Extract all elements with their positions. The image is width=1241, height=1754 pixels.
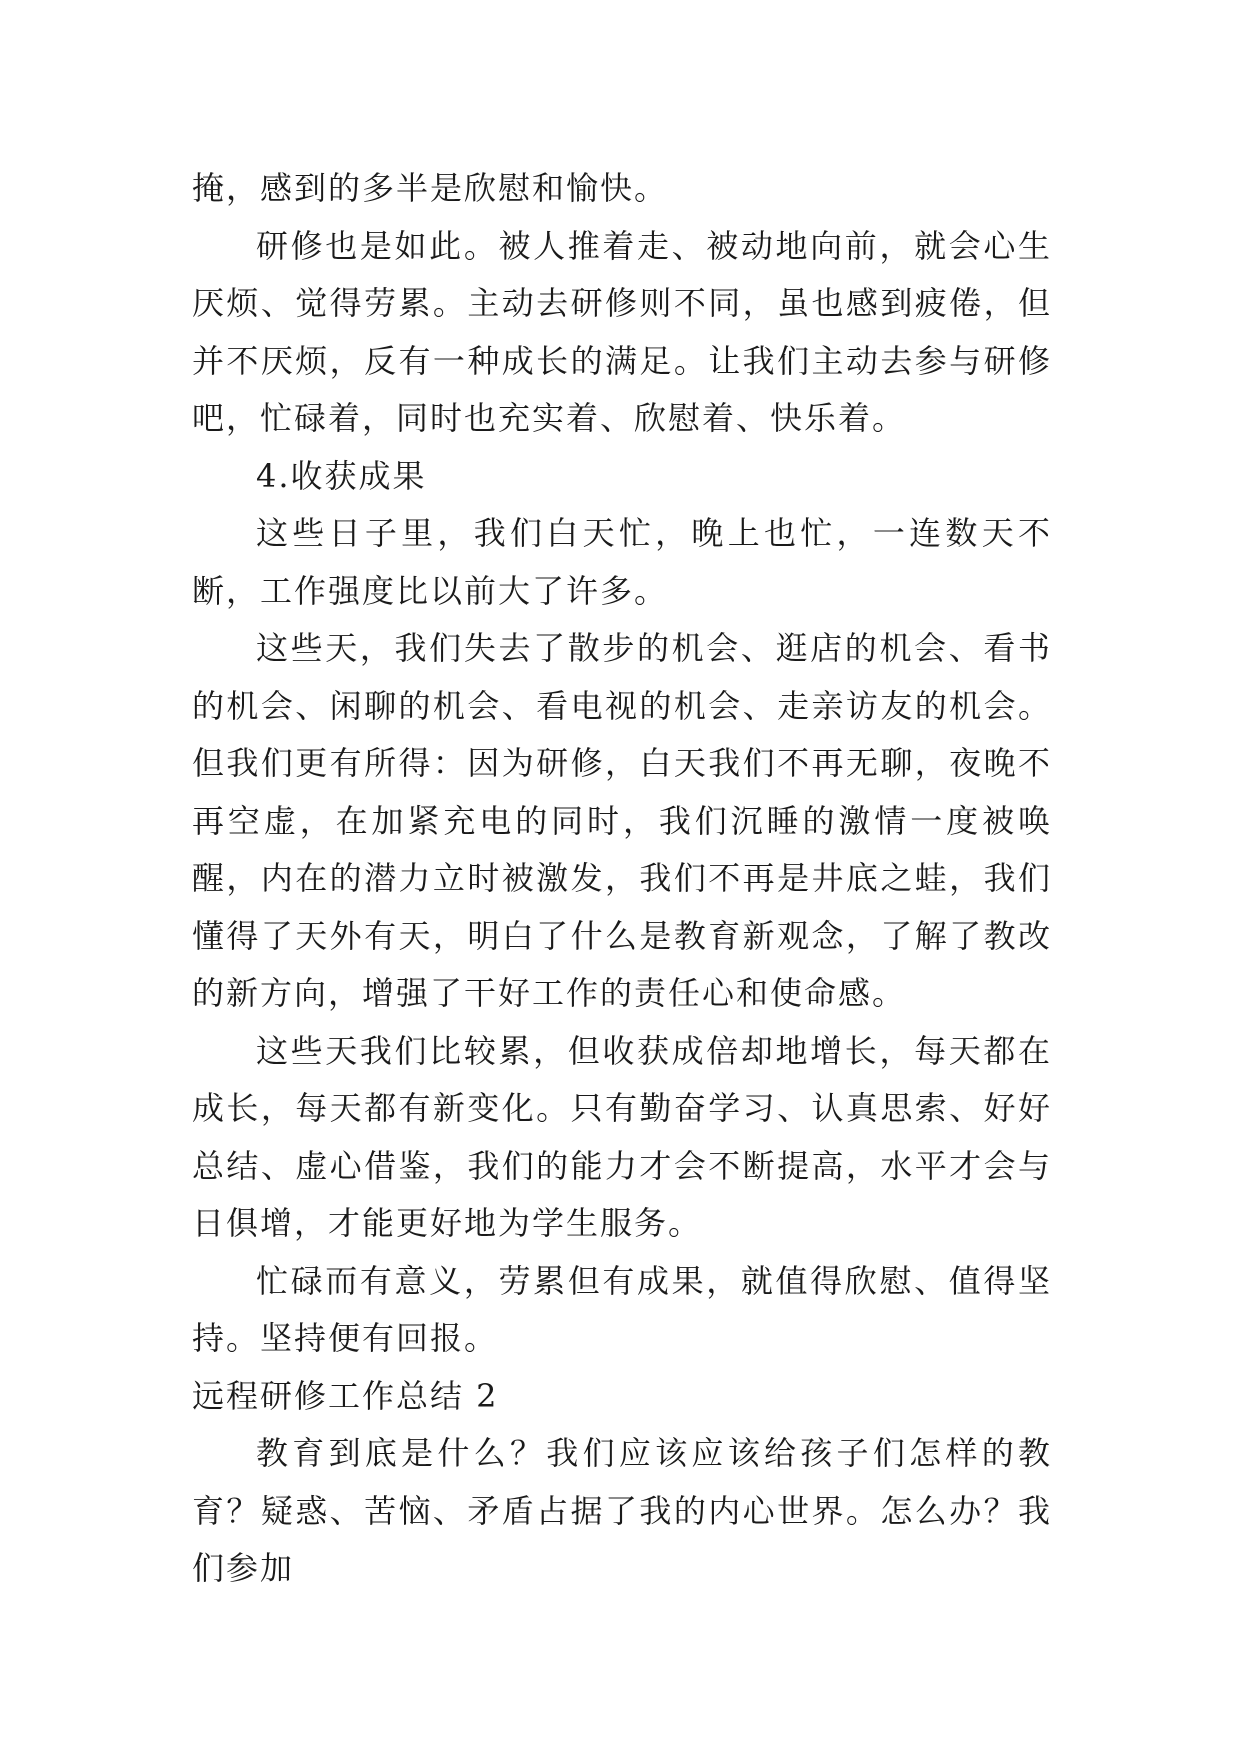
paragraph-continuation: 掩，感到的多半是欣慰和愉快。 <box>192 169 669 207</box>
paragraph-lost-and-gained: 这些天，我们失去了散步的机会、逛店的机会、看书的机会、闲聊的机会、看电视的机会、走亲访友的机会。但我们更有所得：因为研修，白天我们不再无聊，夜晚不再空虚，在加紧充电的同时，我们沉睡的激情一度被唤醒，内在的潜力立时被激发，我们不再是井底之蛙，我们懂得了天外有天，明白了什么是教育新观念，了解了教改的新方向，增强了干好工作的责任心和使命感。 <box>192 629 1052 1012</box>
paragraph-busy-days: 这些日子里，我们白天忙，晚上也忙，一连数天不断，工作强度比以前大了许多。 <box>192 514 1052 610</box>
paragraph-growth: 这些天我们比较累，但收获成倍却地增长，每天都在成长，每天都有新变化。只有勤奋学习、认真思索、好好总结、虚心借鉴，我们的能力才会不断提高，水平才会与日俱增，才能更好地为学生服务。 <box>192 1031 1052 1242</box>
paragraph-persistence: 忙碌而有意义，劳累但有成果，就值得欣慰、值得坚持。坚持便有回报。 <box>192 1261 1052 1357</box>
section-title-summary-2: 远程研修工作总结 2 <box>192 1376 499 1415</box>
section-heading-harvest: 4.收获成果 <box>256 456 427 495</box>
paragraph-study-initiative: 研修也是如此。被人推着走、被动地向前，就会心生厌烦、觉得劳累。主动去研修则不同，虽也感到疲倦，但并不厌烦，反有一种成长的满足。让我们主动去参与研修吧，忙碌着，同时也充实着、欣慰着、快乐着。 <box>192 226 1052 437</box>
document-body <box>192 160 1052 1598</box>
paragraph-education-question: 教育到底是什么？我们应该应该给孩子们怎样的教育？疑惑、苦恼、矛盾占据了我的内心世界。怎么办？我们参加 <box>192 1434 1052 1587</box>
